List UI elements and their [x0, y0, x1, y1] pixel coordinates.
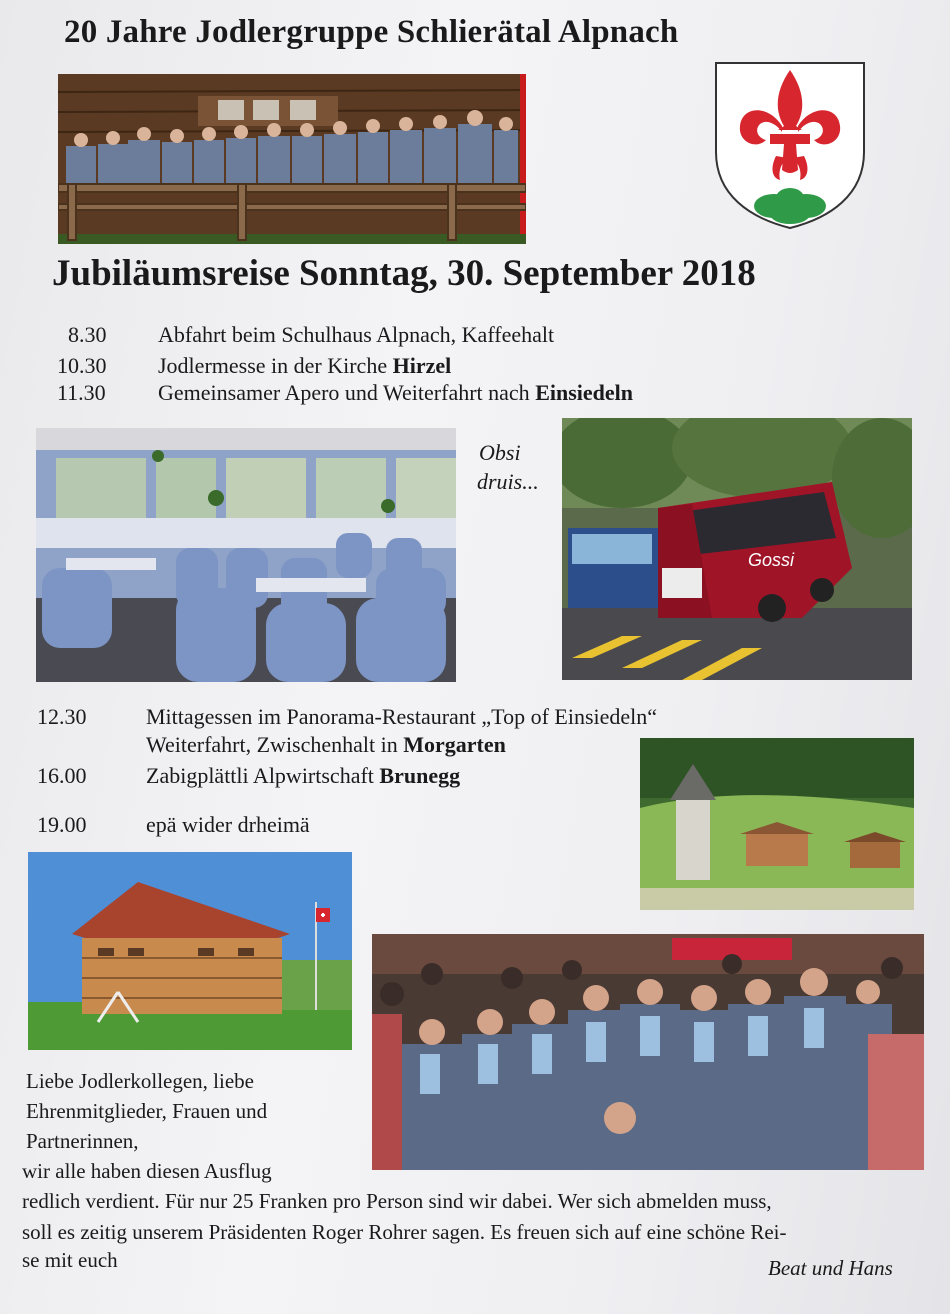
schedule-time: 19.00	[37, 812, 87, 837]
schedule-time: 10.30	[57, 353, 107, 378]
letter-line: se mit euch	[22, 1248, 118, 1272]
alpwirtschaft-photo	[28, 852, 352, 1050]
bus-brand-text: Gossi	[748, 550, 795, 570]
schedule-text: Jodlermesse in der Kirche Hirzel	[158, 353, 452, 378]
letter-line: Partnerinnen,	[26, 1129, 139, 1153]
letter-line: Liebe Jodlerkollegen, liebe	[26, 1069, 254, 1093]
page-title: 20 Jahre Jodlergruppe Schlierätal Alpnach	[64, 14, 679, 50]
page-subtitle: Jubiläumsreise Sonntag, 30. September 2018	[52, 253, 756, 294]
letter-line: Ehrenmitglieder, Frauen und	[26, 1099, 268, 1123]
signature: Beat und Hans	[768, 1256, 893, 1280]
bus-photo	[562, 418, 912, 680]
schedule-row	[0, 382, 950, 408]
schedule-time: 16.00	[37, 763, 87, 788]
schedule-text: Gemeinsamer Apero und Weiterfahrt nach Einsiedeln	[158, 380, 633, 405]
note-line: druis...	[477, 469, 539, 494]
group-photo	[58, 74, 526, 244]
schedule-text: Abfahrt beim Schulhaus Alpnach, Kaffeehalt	[158, 322, 555, 347]
restaurant-photo	[36, 428, 456, 682]
letter-line: soll es zeitig unserem Präsidenten Roger Rohrer sagen. Es freuen sich auf eine schöne Rei-	[22, 1220, 787, 1244]
schedule-text: epä wider drheimä	[146, 812, 310, 837]
schedule-row	[0, 355, 950, 381]
chapel-photo	[640, 738, 914, 910]
choir-photo	[372, 934, 924, 1170]
letter-line: redlich verdient. Für nur 25 Franken pro Person sind wir dabei. Wer sich abmelden muss,	[22, 1189, 772, 1213]
schedule-row	[0, 324, 950, 350]
note-line: Obsi	[479, 440, 521, 465]
handwritten-note	[477, 438, 557, 496]
schedule-text: Mittagessen im Panorama-Restaurant „Top of Einsiedeln“	[146, 704, 658, 729]
letter-intro	[22, 1066, 366, 1186]
letter-line: wir alle haben diesen Ausflug	[22, 1159, 272, 1183]
schedule-text: Zabigplättli Alpwirtschaft Brunegg	[146, 763, 461, 788]
schedule-time: 12.30	[37, 704, 87, 729]
schedule-row	[0, 706, 950, 732]
schedule-time: 11.30	[57, 380, 106, 405]
schedule-time: 8.30	[68, 322, 107, 347]
schedule-text: Weiterfahrt, Zwischenhalt in Morgarten	[146, 732, 506, 757]
coat-of-arms	[712, 60, 868, 230]
